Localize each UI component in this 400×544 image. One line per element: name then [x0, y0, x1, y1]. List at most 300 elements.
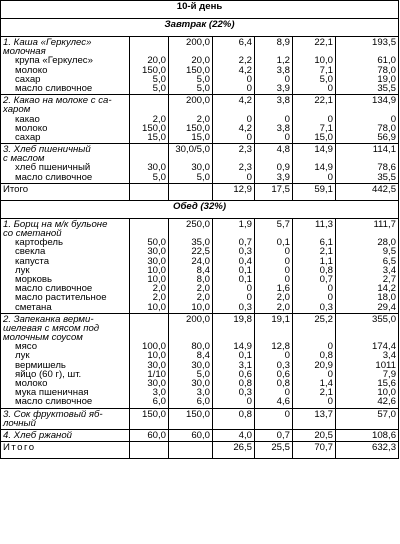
ingredient-name: морковь: [15, 273, 53, 285]
ingredient-net-value: 150,0: [185, 64, 210, 76]
dish-p-value: 4,0: [238, 429, 252, 441]
col-f-cell: [255, 95, 293, 144]
ingredient-c-value: 7,1: [319, 64, 333, 76]
ingredient-kcal-value: 61,0: [377, 55, 397, 67]
dish-p-value: 0,8: [238, 408, 252, 420]
dish-row: [1, 313, 399, 408]
total-row: [1, 183, 399, 200]
ingredient-gross-value: 10,0: [147, 350, 166, 362]
dish-name-cell: [1, 313, 130, 408]
ingredient-name: сметана: [15, 301, 52, 313]
ingredient-f-value: 0,1: [276, 237, 290, 249]
ingredient-net-value: 3,0: [196, 387, 210, 399]
ingredient-p-value: 0: [246, 171, 252, 183]
dish-c-value: 25,2: [314, 313, 333, 325]
ingredient-f-value: 0: [284, 113, 290, 125]
ingredient-c-value: 15,0: [314, 131, 333, 143]
ingredient-net-value: 22,5: [191, 246, 210, 258]
spacer-line: [338, 419, 396, 428]
ingredient-c-value: 1,4: [319, 378, 333, 389]
ingredient-f-value: 0: [284, 246, 290, 258]
dish-f-value: 3,8: [276, 95, 290, 107]
total-kcal-value: 442,5: [336, 183, 399, 200]
ingredient-c-value: 0,8: [319, 264, 333, 276]
ingredient-net-value: 8,0: [196, 273, 210, 285]
ingredient-name: масло сливочное: [15, 396, 93, 408]
ingredient-kcal-value: 18,0: [377, 292, 397, 304]
spacer-line: [295, 419, 333, 428]
ingredient-name: молоко: [15, 122, 48, 134]
ingredient-gross-value: 150,0: [141, 122, 166, 134]
total-kcal-value: 632,3: [336, 442, 399, 459]
col-p-cell: [213, 95, 255, 144]
dish-net-value: 200,0: [185, 37, 210, 48]
ingredient-name: какао: [15, 113, 40, 125]
ingredient-p-value: 3,1: [238, 359, 252, 371]
dish-name-cell: [1, 408, 130, 429]
col-net-cell: [169, 408, 213, 429]
total-gross-value: [130, 183, 169, 200]
dish-kcal-value: 57,0: [377, 408, 397, 420]
col-net-cell: [169, 95, 213, 144]
total-p-value: 12,9: [213, 183, 255, 200]
total-label: Итого: [1, 442, 130, 459]
day-title: 10-й день: [1, 1, 399, 19]
ingredient-f-value: 4,6: [276, 396, 290, 408]
dish-title-line: 1. Каша «Геркулес»: [3, 37, 92, 48]
ingredient-kcal-value: 78,0: [377, 122, 397, 134]
ingredient-gross-value: 10,0: [147, 264, 166, 276]
col-gross-cell: [130, 37, 169, 95]
ingredient-c-value: 0: [327, 368, 333, 380]
ingredient-net-value: 2,0: [196, 113, 210, 125]
ingredient-kcal-value: 15,6: [377, 378, 397, 389]
col-f-cell: [255, 429, 293, 441]
ingredient-c-value: 1,1: [319, 255, 333, 267]
dish-net-value: 150,0: [185, 408, 210, 420]
col-c-cell: [293, 429, 336, 441]
col-p-cell: [213, 408, 255, 429]
ingredient-kcal-value: 35,5: [377, 171, 397, 183]
col-f-cell: [255, 37, 293, 95]
dish-kcal-value: 355,0: [372, 313, 397, 325]
ingredient-gross-value: 50,0: [147, 237, 166, 249]
col-gross-cell: [130, 144, 169, 184]
ingredient-kcal-value: 9,5: [382, 246, 397, 258]
ingredient-c-value: 0: [327, 283, 333, 295]
ingredient-f-value: 2,0: [276, 292, 290, 304]
ingredient-gross-value: 30,0: [147, 378, 166, 389]
col-kcal-cell: [336, 144, 399, 184]
dish-p-value: 6,4: [238, 37, 252, 48]
ingredient-net-value: 10,0: [191, 301, 210, 313]
dish-p-value: 2,3: [238, 144, 252, 156]
ingredient-net-value: 6,0: [196, 396, 210, 408]
col-kcal-cell: [336, 95, 399, 144]
ingredient-p-value: 0,3: [238, 387, 252, 399]
col-p-cell: [213, 429, 255, 441]
col-net-cell: [169, 37, 213, 95]
ingredient-gross-value: 5,0: [152, 73, 166, 85]
total-f-value: 17,5: [255, 183, 293, 200]
ingredient-f-value: 3,9: [276, 82, 290, 94]
ingredient-c-value: 5,0: [319, 73, 333, 85]
ingredient-p-value: 0,1: [238, 273, 252, 285]
ingredient-c-value: 0,3: [319, 301, 333, 313]
meal-section-row: [1, 200, 399, 218]
day-title-row: [1, 1, 399, 19]
dish-kcal-value: 193,5: [372, 37, 397, 48]
total-gross-value: [130, 442, 169, 459]
ingredient-net-value: 2,0: [196, 283, 210, 295]
col-f-cell: [255, 408, 293, 429]
ingredient-f-value: 0,6: [276, 368, 290, 380]
ingredient-name: яйцо (60 г), шт.: [15, 368, 82, 380]
ingredient-c-value: 0: [327, 341, 333, 353]
dish-title-line: 1. Борщ на м/к бульоне: [3, 218, 108, 230]
ingredient-p-value: 0,8: [238, 378, 252, 389]
ingredient-c-value: 0: [327, 82, 333, 94]
ingredient-p-value: 0: [246, 131, 252, 143]
ingredient-kcal-value: 14,2: [377, 283, 397, 295]
ingredient-kcal-value: 0: [390, 113, 397, 125]
col-c-cell: [293, 313, 336, 408]
meal-section-row: [1, 19, 399, 37]
ingredient-name: масло сливочное: [15, 283, 93, 295]
ingredient-p-value: 0: [246, 283, 252, 295]
ingredient-net-value: 30,0: [191, 162, 210, 174]
ingredient-c-value: 0: [327, 171, 333, 183]
dish-p-value: 1,9: [238, 218, 252, 230]
dish-title-line: молочным соусом: [3, 332, 83, 344]
dish-title-line: с маслом: [3, 153, 45, 165]
ingredient-c-value: 14,9: [314, 162, 333, 174]
ingredient-f-value: 0: [284, 131, 290, 143]
spacer-line: [171, 419, 210, 428]
spacer-line: [132, 419, 166, 428]
ingredient-f-value: 0,3: [276, 359, 290, 371]
ingredient-name: масло сливочное: [15, 82, 93, 94]
ingredient-gross-value: 5,0: [152, 171, 166, 183]
dish-net-value: 30,0/5,0: [175, 144, 210, 156]
ingredient-p-value: 4,2: [238, 64, 252, 76]
col-net-cell: [169, 429, 213, 441]
ingredient-p-value: 0: [246, 292, 252, 304]
col-c-cell: [293, 218, 336, 313]
ingredient-gross-value: 15,0: [147, 131, 166, 143]
ingredient-f-value: 3,8: [276, 122, 290, 134]
col-p-cell: [213, 218, 255, 313]
dish-kcal-value: 108,6: [372, 429, 397, 441]
ingredient-kcal-value: 56,9: [377, 131, 397, 143]
ingredient-kcal-value: 7,9: [382, 368, 397, 380]
ingredient-f-value: 0,8: [276, 378, 290, 389]
ingredient-net-value: 5,0: [196, 82, 210, 94]
dish-title-line: 3. Сок фруктовый яб-: [3, 408, 103, 420]
ingredient-gross-value: 30,0: [147, 162, 166, 174]
dish-title-line: 2. Какао на молоке с са-: [3, 95, 112, 107]
dish-title-line: 3. Хлеб пшеничный: [3, 144, 91, 156]
ingredient-kcal-value: 174,4: [372, 341, 397, 353]
ingredient-gross-value: 3,0: [152, 387, 166, 399]
ingredient-f-value: 1,6: [276, 283, 290, 295]
col-kcal-cell: [336, 218, 399, 313]
ingredient-c-value: 0: [327, 396, 333, 408]
ingredient-p-value: 0,1: [238, 264, 252, 276]
ingredient-f-value: 0: [284, 350, 290, 362]
ingredient-name: лук: [15, 350, 30, 362]
ingredient-net-value: 30,0: [191, 359, 210, 371]
dish-kcal-value: 134,9: [372, 95, 397, 107]
dish-f-value: 8,9: [276, 37, 290, 48]
ingredient-name: молоко: [15, 64, 48, 76]
spacer-line: [295, 324, 333, 333]
spacer-line: [257, 324, 290, 333]
ingredient-net-value: 24,0: [191, 255, 210, 267]
ingredient-p-value: 0,1: [238, 350, 252, 362]
dish-row: [1, 144, 399, 184]
meal-title: Завтрак (22%): [1, 19, 399, 37]
dish-f-value: 19,1: [271, 313, 290, 325]
ingredient-name: молоко: [15, 378, 48, 389]
dish-title-line: лочный: [3, 417, 36, 429]
ingredient-c-value: 2,1: [319, 387, 333, 399]
dish-f-value: 0,7: [276, 429, 290, 441]
ingredient-name: сахар: [15, 131, 41, 143]
dish-gross-value: [132, 220, 166, 229]
dish-net-value: 60,0: [191, 429, 210, 441]
col-c-cell: [293, 144, 336, 184]
ingredient-net-value: 35,0: [191, 237, 210, 249]
ingredient-c-value: 0: [327, 292, 333, 304]
dish-gross-value: 60,0: [147, 429, 166, 441]
dish-row: [1, 37, 399, 95]
ingredient-p-value: 0,3: [238, 301, 252, 313]
ingredient-p-value: 2,3: [238, 162, 252, 174]
col-c-cell: [293, 408, 336, 429]
spacer-line: [171, 324, 210, 333]
col-gross-cell: [130, 218, 169, 313]
dish-net-value: 200,0: [185, 313, 210, 325]
ingredient-name: сахар: [15, 73, 41, 85]
dish-f-value: 4,8: [276, 144, 290, 156]
ingredient-kcal-value: 29,4: [377, 301, 397, 313]
ingredient-name: крупа «Геркулес»: [15, 55, 93, 67]
dish-f-value: 5,7: [276, 218, 290, 230]
col-gross-cell: [130, 313, 169, 408]
ingredient-kcal-value: 19,0: [377, 73, 397, 85]
ingredient-f-value: 0,9: [276, 162, 290, 174]
ingredient-gross-value: 2,0: [152, 283, 166, 295]
ingredient-f-value: 0: [284, 73, 290, 85]
dish-name-cell: [1, 144, 130, 184]
ingredient-gross-value: 2,0: [152, 113, 166, 125]
dish-c-value: 14,9: [314, 144, 333, 156]
col-f-cell: [255, 144, 293, 184]
ingredient-name: мясо: [15, 341, 38, 353]
dish-title-line: со сметаной: [3, 228, 62, 239]
total-net-value: [169, 183, 213, 200]
ingredient-gross-value: 2,0: [152, 292, 166, 304]
col-p-cell: [213, 313, 255, 408]
ingredient-p-value: 0: [246, 396, 252, 408]
dish-title-line: шелевая с мясом под: [3, 322, 100, 334]
ingredient-name: капуста: [15, 255, 50, 267]
ingredient-p-value: 0,3: [238, 246, 252, 258]
dish-kcal-value: 114,1: [372, 144, 397, 156]
ingredient-net-value: 5,0: [196, 171, 210, 183]
dish-gross-value: [132, 315, 166, 324]
ingredient-kcal-value: 3,4: [382, 264, 397, 276]
dish-c-value: 11,3: [315, 218, 333, 230]
ingredient-net-value: 30,0: [191, 378, 210, 389]
ingredient-f-value: 3,9: [276, 171, 290, 183]
ingredient-c-value: 0,8: [319, 350, 333, 362]
ingredient-kcal-value: 28,0: [377, 237, 397, 249]
dish-f-value: 0: [284, 408, 290, 420]
ingredient-p-value: 0,6: [238, 368, 252, 380]
ingredient-net-value: 15,0: [191, 131, 210, 143]
dish-title-line: 4. Хлеб ржаной: [3, 429, 72, 441]
ingredient-f-value: 12,8: [271, 341, 290, 353]
dish-gross-value: 150,0: [141, 408, 166, 420]
dish-p-value: 4,2: [238, 95, 252, 107]
dish-title-line: молочная: [3, 46, 46, 58]
ingredient-name: вермишель: [15, 359, 66, 371]
ingredient-p-value: 0,7: [238, 237, 252, 249]
ingredient-f-value: 2,0: [276, 301, 290, 313]
ingredient-c-value: 6,1: [319, 237, 333, 249]
ingredient-p-value: 2,2: [238, 55, 252, 67]
ingredient-f-value: 1,2: [276, 55, 290, 67]
ingredient-kcal-value: 35,5: [377, 82, 397, 94]
ingredient-gross-value: 150,0: [141, 64, 166, 76]
total-c-value: 70,7: [293, 442, 336, 459]
meal-title: Обед (32%): [1, 200, 399, 218]
dish-name-cell: [1, 95, 130, 144]
dish-name-cell: [1, 429, 130, 441]
ingredient-c-value: 7,1: [319, 122, 333, 134]
ingredient-p-value: 0: [246, 82, 252, 94]
dish-c-value: 20,5: [314, 429, 333, 441]
col-f-cell: [255, 313, 293, 408]
ingredient-c-value: 2,1: [319, 246, 333, 258]
ingredient-gross-value: 10,0: [147, 273, 166, 285]
ingredient-kcal-value: 10,0: [377, 387, 397, 399]
ingredient-f-value: 0: [284, 255, 290, 267]
spacer-line: [215, 324, 252, 333]
ingredient-name: хлеб пшеничный: [15, 162, 91, 174]
col-p-cell: [213, 144, 255, 184]
ingredient-f-value: 3,8: [276, 64, 290, 76]
spacer-line: [215, 419, 252, 428]
dish-net-value: 250,0: [185, 218, 210, 230]
ingredient-gross-value: 30,0: [147, 359, 166, 371]
ingredient-net-value: 8,4: [196, 350, 210, 362]
ingredient-c-value: 0,7: [319, 273, 333, 285]
dish-c-value: 13,7: [314, 408, 333, 420]
col-gross-cell: [130, 429, 169, 441]
total-net-value: [169, 442, 213, 459]
total-p-value: 26,5: [213, 442, 255, 459]
dish-title-line: 2. Запеканка верми-: [3, 313, 94, 325]
dish-net-value: 200,0: [185, 95, 210, 107]
col-c-cell: [293, 95, 336, 144]
total-row: [1, 442, 399, 459]
ingredient-net-value: 80,0: [191, 341, 210, 353]
ingredient-gross-value: 30,0: [147, 246, 166, 258]
ingredient-net-value: 2,0: [196, 292, 210, 304]
ingredient-name: масло растительное: [15, 292, 107, 304]
col-kcal-cell: [336, 313, 399, 408]
ingredient-gross-value: 100,0: [141, 341, 166, 353]
ingredient-gross-value: 1/10: [147, 368, 166, 380]
col-kcal-cell: [336, 37, 399, 95]
ingredient-f-value: 0: [284, 264, 290, 276]
col-kcal-cell: [336, 429, 399, 441]
ingredient-name: свекла: [15, 246, 46, 258]
dish-gross-value: [132, 38, 166, 47]
ingredient-name: лук: [15, 264, 30, 276]
ingredient-p-value: 0: [246, 73, 252, 85]
spacer-line: [132, 324, 166, 333]
dish-c-value: 22,1: [314, 95, 333, 107]
dish-row: [1, 218, 399, 313]
ingredient-c-value: 20,9: [314, 359, 333, 371]
col-net-cell: [169, 144, 213, 184]
spacer-line: [338, 105, 396, 114]
ingredient-net-value: 150,0: [185, 122, 210, 134]
ingredient-kcal-value: 1011: [375, 359, 397, 371]
col-net-cell: [169, 218, 213, 313]
col-gross-cell: [130, 408, 169, 429]
total-f-value: 25,5: [255, 442, 293, 459]
spacer-line: [338, 324, 396, 333]
col-f-cell: [255, 218, 293, 313]
col-gross-cell: [130, 95, 169, 144]
total-label: Итого: [1, 183, 130, 200]
ingredient-kcal-value: 6,5: [382, 255, 397, 267]
col-net-cell: [169, 313, 213, 408]
ingredient-p-value: 0: [246, 113, 252, 125]
ingredient-gross-value: 20,0: [147, 55, 166, 67]
ingredient-gross-value: 30,0: [147, 255, 166, 267]
total-c-value: 59,1: [293, 183, 336, 200]
ingredient-gross-value: 6,0: [152, 396, 166, 408]
ingredient-c-value: 0: [327, 113, 333, 125]
dish-row: [1, 95, 399, 144]
ingredient-net-value: 5,0: [196, 368, 210, 380]
col-p-cell: [213, 37, 255, 95]
ingredient-p-value: 0,4: [238, 255, 252, 267]
spacer-line: [257, 419, 290, 428]
ingredient-gross-value: 10,0: [147, 301, 166, 313]
ingredient-kcal-value: 42,6: [377, 396, 397, 408]
ingredient-gross-value: 5,0: [152, 82, 166, 94]
ingredient-net-value: 5,0: [196, 73, 210, 85]
dish-c-value: 22,1: [314, 37, 333, 48]
ingredient-f-value: 0: [284, 273, 290, 285]
ingredient-kcal-value: 2,7: [382, 273, 397, 285]
dish-gross-value: [132, 145, 166, 154]
ingredient-p-value: 4,2: [238, 122, 252, 134]
col-c-cell: [293, 37, 336, 95]
ingredient-p-value: 14,9: [233, 341, 252, 353]
ingredient-name: картофель: [15, 237, 63, 249]
dish-gross-value: [132, 96, 166, 105]
ingredient-kcal-value: 3,4: [382, 350, 397, 362]
ingredient-c-value: 10,0: [314, 55, 333, 67]
